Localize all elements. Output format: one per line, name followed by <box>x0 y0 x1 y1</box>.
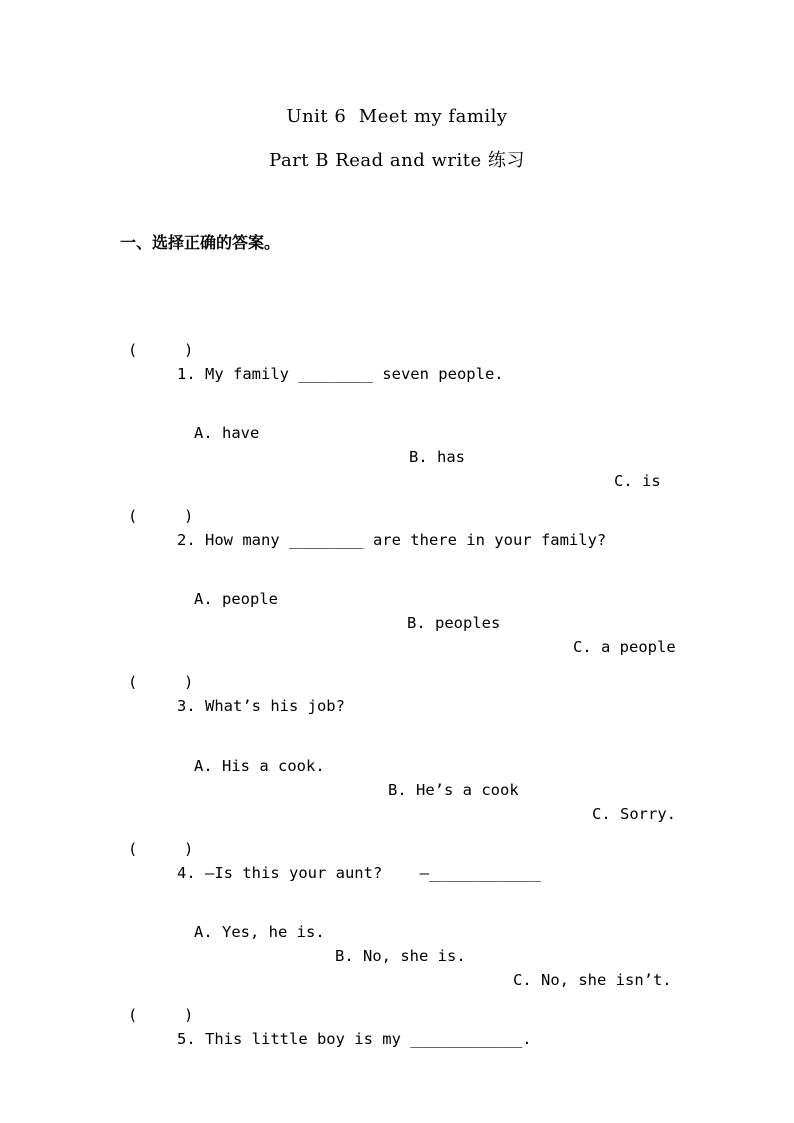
option-a[interactable]: A. have <box>194 424 260 442</box>
question-4 <box>0 813 794 882</box>
option-b[interactable]: B. He’s a cook <box>388 781 519 799</box>
question-5 <box>0 979 794 1048</box>
question-text: 5. This little boy is my ____________. <box>177 1030 532 1048</box>
answer-blank-2[interactable]: ( ) <box>128 507 194 525</box>
answer-blank-4[interactable]: ( ) <box>128 840 194 858</box>
answer-blank-5[interactable]: ( ) <box>128 1006 194 1024</box>
question-3 <box>0 646 794 715</box>
option-b[interactable]: B. No, she is. <box>335 947 466 965</box>
question-text: 1. My family ________ seven people. <box>177 365 504 383</box>
question-text: 4. —Is this your aunt? —____________ <box>177 864 541 882</box>
question-1 <box>0 314 794 383</box>
option-a[interactable]: A. His a cook. <box>194 757 325 775</box>
question-text: 3. What’s his job? <box>177 697 345 715</box>
option-c[interactable]: C. a people <box>573 638 676 656</box>
options-2 <box>0 563 794 656</box>
option-c[interactable]: C. Sorry. <box>592 805 676 823</box>
options-1 <box>0 397 794 490</box>
options-3 <box>0 730 794 823</box>
option-a[interactable]: A. Yes, he is. <box>194 923 325 941</box>
answer-blank-1[interactable]: ( ) <box>128 341 194 359</box>
section-heading: 一、选择正确的答案。 <box>120 233 281 252</box>
question-text: 2. How many ________ are there in your family? <box>177 531 607 549</box>
option-c[interactable]: C. No, she isn’t. <box>513 971 672 989</box>
page-title: Unit 6 Meet my family <box>286 106 508 127</box>
answer-blank-3[interactable]: ( ) <box>128 673 194 691</box>
options-4 <box>0 896 794 989</box>
option-a[interactable]: A. people <box>194 590 278 608</box>
page-subtitle: Part B Read and write 练习 <box>269 150 525 171</box>
option-b[interactable]: B. has <box>409 448 465 466</box>
question-2 <box>0 480 794 549</box>
option-b[interactable]: B. peoples <box>407 614 501 632</box>
option-c[interactable]: C. is <box>614 472 661 490</box>
